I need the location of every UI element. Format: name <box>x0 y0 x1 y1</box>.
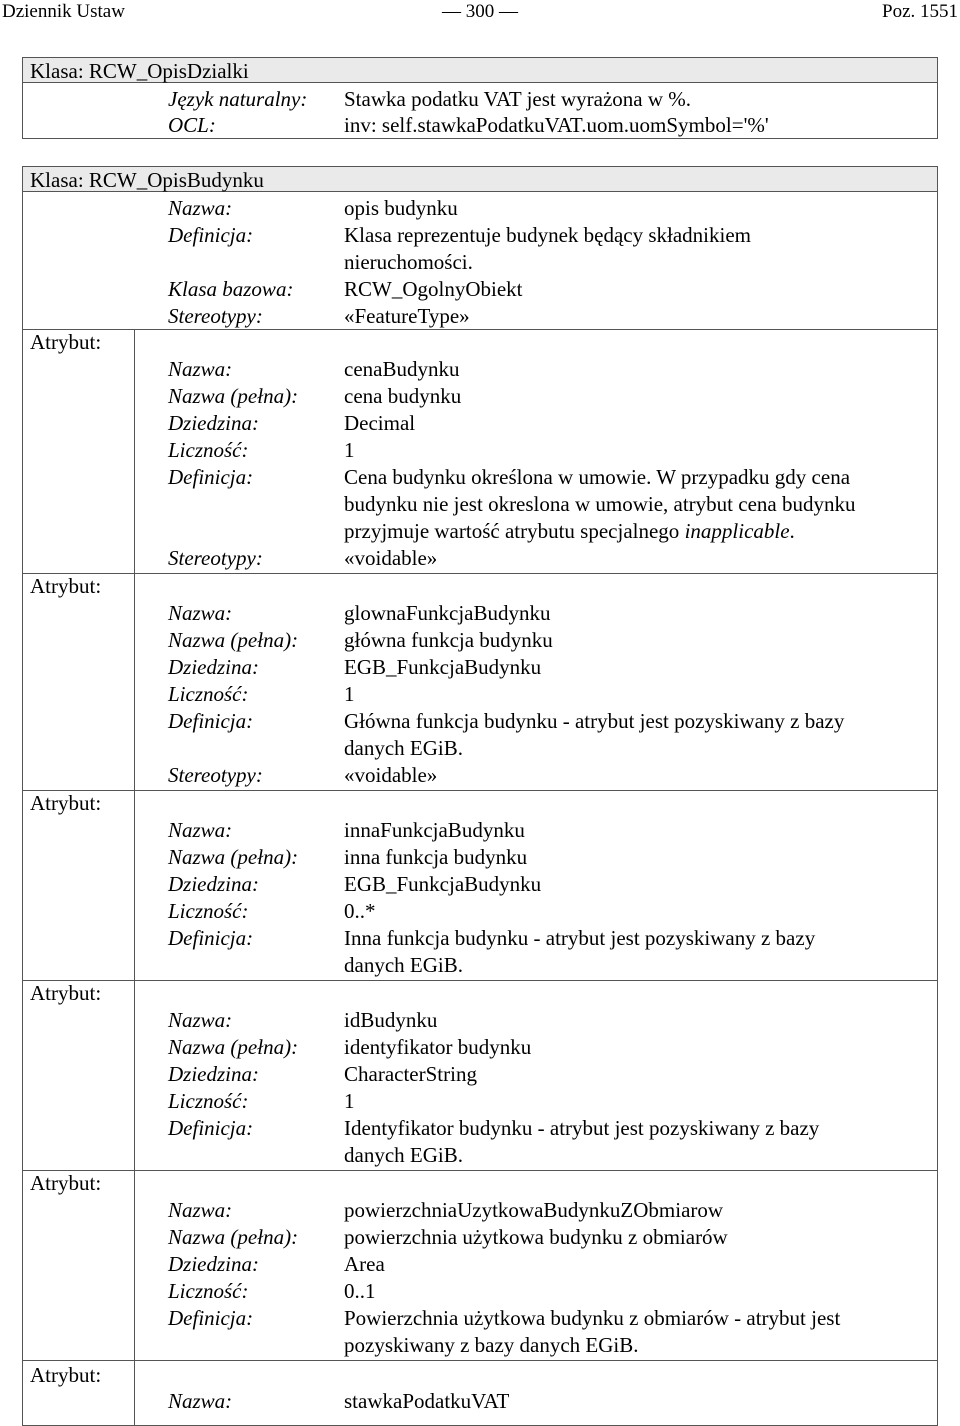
row-value: inv: self.stawkaPodatkuVAT.uom.uomSymbol='%' <box>344 113 769 137</box>
attribute-divider <box>22 329 938 330</box>
attr-value-continued: danych EGiB. <box>344 736 463 760</box>
attr-value-continued <box>344 518 795 545</box>
attr-value-continued: budynku nie jest okreslona w umowie, atrybut cena budynku <box>344 492 856 516</box>
attr-value: Identyfikator budynku - atrybut jest pozyskiwany z bazy <box>344 1116 820 1140</box>
row-value: Klasa reprezentuje budynek będący składnikiem <box>344 223 752 247</box>
row-label: OCL: <box>168 113 216 137</box>
definition-text: przyjmuje wartość atrybutu specjalnego <box>344 519 685 543</box>
row-label: Klasa bazowa: <box>168 277 294 301</box>
row-label: Definicja: <box>168 223 254 247</box>
attr-label: Definicja: <box>168 1306 254 1330</box>
attr-value: «voidable» <box>344 763 438 787</box>
class-title: Klasa: RCW_OpisBudynku <box>22 166 938 192</box>
row-label: Stereotypy: <box>168 304 263 328</box>
attr-value: glownaFunkcjaBudynku <box>344 601 551 625</box>
attr-value: główna funkcja budynku <box>344 628 553 652</box>
attribute-heading: Atrybut: <box>30 791 102 815</box>
attr-value: Powierzchnia użytkowa budynku z obmiarów - atrybut jest <box>344 1306 841 1330</box>
attr-label: Nazwa (pełna): <box>168 384 299 408</box>
attr-value: stawkaPodatkuVAT <box>344 1389 510 1413</box>
class-opisdzialki-block <box>22 57 938 139</box>
attr-value: idBudynku <box>344 1008 438 1032</box>
attr-value-continued: danych EGiB. <box>344 1143 463 1167</box>
attribute-heading: Atrybut: <box>30 574 102 598</box>
attr-label: Nazwa (pełna): <box>168 1225 299 1249</box>
attribute-divider <box>22 1360 938 1361</box>
attr-value: Inna funkcja budynku - atrybut jest pozyskiwany z bazy <box>344 926 816 950</box>
attr-value: Decimal <box>344 411 416 435</box>
attr-label: Nazwa (pełna): <box>168 628 299 652</box>
attr-value: innaFunkcjaBudynku <box>344 818 525 842</box>
attr-value: Główna funkcja budynku - atrybut jest pozyskiwany z bazy <box>344 709 845 733</box>
attribute-heading: Atrybut: <box>30 981 102 1005</box>
attribute-heading: Atrybut: <box>30 1363 102 1387</box>
row-value: opis budynku <box>344 196 458 220</box>
journal-name: Dziennik Ustaw <box>2 1 125 22</box>
attr-label: Definicja: <box>168 465 254 489</box>
attr-label: Dziedzina: <box>168 1252 259 1276</box>
attribute-heading: Atrybut: <box>30 330 102 354</box>
attr-value-continued: pozyskiwany z bazy danych EGiB. <box>344 1333 639 1357</box>
attribute-column-divider <box>134 329 135 1426</box>
position-number: Poz. 1551 <box>882 1 958 22</box>
attribute-divider <box>22 980 938 981</box>
attr-label: Stereotypy: <box>168 763 263 787</box>
attr-label: Dziedzina: <box>168 872 259 896</box>
attr-label: Liczność: <box>168 899 249 923</box>
attr-value: EGB_FunkcjaBudynku <box>344 655 542 679</box>
attr-label: Nazwa: <box>168 818 233 842</box>
attr-value: inna funkcja budynku <box>344 845 528 869</box>
attr-label: Nazwa: <box>168 1389 233 1413</box>
page-number: — 300 — <box>442 1 518 22</box>
row-value-continued: nieruchomości. <box>344 250 473 274</box>
attr-label: Nazwa (pełna): <box>168 1035 299 1059</box>
page-header <box>0 0 960 26</box>
attr-value: EGB_FunkcjaBudynku <box>344 872 542 896</box>
attr-label: Liczność: <box>168 1089 249 1113</box>
attr-label: Definicja: <box>168 1116 254 1140</box>
attr-value: 0..1 <box>344 1279 376 1303</box>
attr-value: powierzchniaUzytkowaBudynkuZObmiarow <box>344 1198 724 1222</box>
attribute-divider <box>22 790 938 791</box>
attr-label: Definicja: <box>168 926 254 950</box>
row-label: Język naturalny: <box>168 87 308 111</box>
attribute-divider <box>22 573 938 574</box>
attr-value: cena budynku <box>344 384 462 408</box>
attr-label: Dziedzina: <box>168 655 259 679</box>
attr-value: cenaBudynku <box>344 357 460 381</box>
attr-label: Dziedzina: <box>168 1062 259 1086</box>
attr-value: identyfikator budynku <box>344 1035 532 1059</box>
attr-value: 1 <box>344 682 355 706</box>
class-title: Klasa: RCW_OpisDzialki <box>22 57 938 83</box>
row-value: RCW_OgolnyObiekt <box>344 277 523 301</box>
attr-label: Liczność: <box>168 682 249 706</box>
attr-value: Cena budynku określona w umowie. W przypadku gdy cena <box>344 465 851 489</box>
row-label: Nazwa: <box>168 196 233 220</box>
attr-value: Area <box>344 1252 385 1276</box>
attribute-divider <box>22 1170 938 1171</box>
attr-label: Dziedzina: <box>168 411 259 435</box>
class-opisbudynku-block <box>22 166 938 1418</box>
attr-label: Definicja: <box>168 709 254 733</box>
definition-text: . <box>789 519 795 543</box>
attr-label: Nazwa (pełna): <box>168 845 299 869</box>
attr-value: powierzchnia użytkowa budynku z obmiarów <box>344 1225 728 1249</box>
attr-value: 0..* <box>344 899 376 923</box>
attr-label: Nazwa: <box>168 1198 233 1222</box>
attr-label: Nazwa: <box>168 1008 233 1032</box>
row-value: Stawka podatku VAT jest wyrażona w %. <box>344 87 692 111</box>
attr-label: Nazwa: <box>168 357 233 381</box>
attr-value: CharacterString <box>344 1062 477 1086</box>
attribute-heading: Atrybut: <box>30 1171 102 1195</box>
attr-label: Liczność: <box>168 1279 249 1303</box>
attr-value: 1 <box>344 438 355 462</box>
attr-value-continued: danych EGiB. <box>344 953 463 977</box>
row-value: «FeatureType» <box>344 304 470 328</box>
attr-value: 1 <box>344 1089 355 1113</box>
attr-label: Liczność: <box>168 438 249 462</box>
attr-label: Stereotypy: <box>168 546 263 570</box>
attr-value: «voidable» <box>344 546 438 570</box>
attr-label: Nazwa: <box>168 601 233 625</box>
definition-italic-term: inapplicable <box>684 519 790 543</box>
